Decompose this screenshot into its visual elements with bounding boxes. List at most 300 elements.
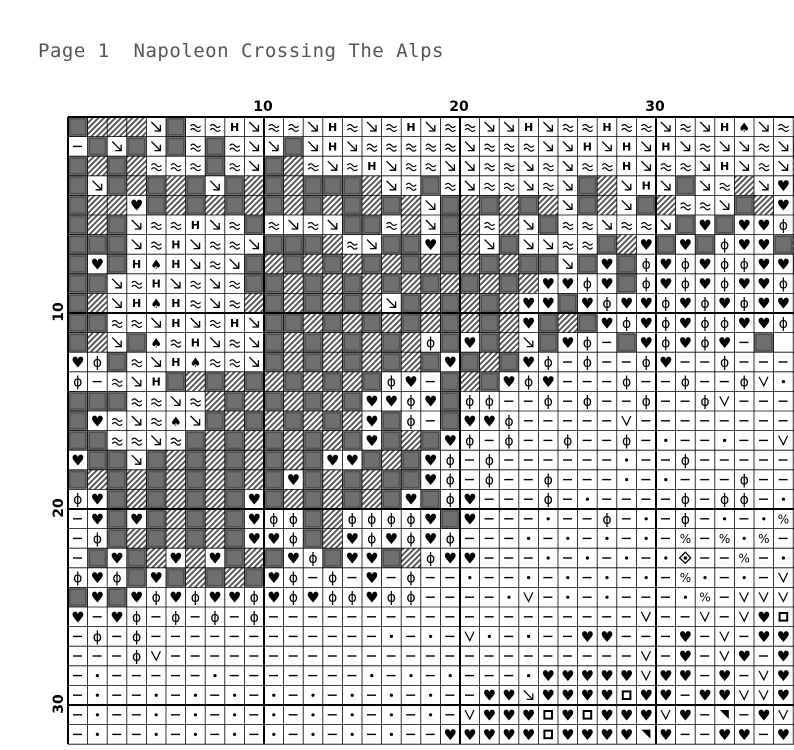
stitch-dark-gray-fill xyxy=(284,411,304,431)
svg-text:♥: ♥ xyxy=(365,569,379,588)
svg-text:ϕ: ϕ xyxy=(131,649,142,665)
stitch-south-east-arrow xyxy=(739,161,748,170)
stitch-phi xyxy=(465,433,474,449)
stitch-heart xyxy=(91,510,104,528)
stitch-dark-gray-fill xyxy=(480,372,500,392)
stitch-dark-gray-fill xyxy=(68,235,88,255)
stitch-diagonal-hatch-fill xyxy=(244,391,264,411)
svg-text:ϕ: ϕ xyxy=(171,609,181,626)
stitch-dot xyxy=(782,556,785,559)
stitch-phi xyxy=(348,590,357,606)
svg-text:H: H xyxy=(229,120,240,134)
svg-text:ϕ: ϕ xyxy=(112,570,122,587)
svg-text:♥: ♥ xyxy=(678,235,693,254)
stitch-diagonal-hatch-fill xyxy=(284,274,304,294)
stitch-diagonal-hatch-fill xyxy=(264,254,284,274)
stitch-diagonal-hatch-fill xyxy=(244,450,264,470)
svg-text:ϕ: ϕ xyxy=(288,511,299,528)
stitch-double-tilde xyxy=(759,144,769,151)
stitch-dark-gray-fill xyxy=(323,254,343,274)
stitch-heart xyxy=(561,667,574,685)
stitch-diagonal-hatch-fill xyxy=(499,215,519,235)
svg-text:♥: ♥ xyxy=(757,235,771,254)
stitch-diagonal-hatch-fill xyxy=(225,568,245,588)
stitch-double-tilde xyxy=(445,125,455,132)
svg-text:♥: ♥ xyxy=(737,216,751,235)
stitch-phi xyxy=(426,551,435,567)
stitch-diagonal-hatch-fill xyxy=(460,254,480,274)
stitch-dot xyxy=(272,694,275,697)
stitch-heart xyxy=(600,256,613,274)
stitch-percent xyxy=(758,532,769,546)
svg-text:H: H xyxy=(151,277,161,291)
svg-text:H: H xyxy=(523,120,534,134)
stitch-phi xyxy=(661,296,670,312)
svg-text:ϕ: ϕ xyxy=(719,276,730,293)
stitch-heart xyxy=(777,295,790,313)
stitch-heart xyxy=(777,667,790,685)
stitch-dark-gray-fill xyxy=(303,235,323,255)
stitch-phi xyxy=(289,590,298,606)
svg-text:♥: ♥ xyxy=(717,294,732,313)
stitch-dark-gray-fill xyxy=(88,235,108,255)
stitch-dark-gray-fill xyxy=(68,156,88,176)
svg-text:ϕ: ϕ xyxy=(641,394,651,411)
stitch-dark-gray-fill xyxy=(480,313,500,333)
stitch-south-east-arrow xyxy=(269,142,278,151)
stitch-dark-gray-fill xyxy=(440,372,460,392)
stitch-double-tilde xyxy=(543,164,553,171)
stitch-dark-gray-fill xyxy=(440,509,460,529)
stitch-dot xyxy=(703,576,706,579)
stitch-dot xyxy=(566,596,569,599)
stitch-dark-gray-fill xyxy=(107,215,127,235)
stitch-heart xyxy=(757,314,770,332)
stitch-dark-gray-fill xyxy=(303,352,323,372)
stitch-phi xyxy=(191,590,200,606)
svg-text:ϕ: ϕ xyxy=(621,374,632,391)
stitch-diagonal-hatch-fill xyxy=(323,431,343,451)
svg-text:♥: ♥ xyxy=(423,392,438,411)
stitch-phi xyxy=(642,394,651,410)
stitch-diagonal-hatch-fill xyxy=(205,470,225,490)
svg-text:ϕ: ϕ xyxy=(719,492,730,509)
stitch-v-check xyxy=(661,710,670,719)
svg-text:♥: ♥ xyxy=(561,686,575,705)
stitch-heart xyxy=(561,275,574,293)
stitch-heart xyxy=(483,412,496,430)
stitch-dark-gray-fill xyxy=(362,254,382,274)
stitch-dot xyxy=(566,576,569,579)
stitch-heart xyxy=(208,589,221,607)
stitch-diagonal-hatch-fill xyxy=(382,313,402,333)
stitch-heart xyxy=(443,354,456,372)
stitch-double-tilde xyxy=(602,164,612,171)
stitch-phi xyxy=(700,316,709,332)
stitch-dark-gray-fill xyxy=(68,587,88,607)
stitch-south-east-arrow xyxy=(700,181,709,190)
stitch-percent xyxy=(680,571,691,585)
stitch-phi xyxy=(289,571,298,587)
stitch-double-tilde xyxy=(171,438,181,445)
stitch-dark-gray-fill xyxy=(342,274,362,294)
stitch-heart xyxy=(757,275,770,293)
stitch-phi xyxy=(328,571,337,587)
stitch-heart xyxy=(208,550,221,568)
stitch-diagonal-hatch-fill xyxy=(421,293,441,313)
stitch-dot xyxy=(547,556,550,559)
stitch-south-east-arrow xyxy=(132,455,141,464)
svg-text:♥: ♥ xyxy=(71,353,85,372)
stitch-dot xyxy=(155,733,158,736)
stitch-heart xyxy=(757,216,770,234)
stitch-diagonal-hatch-fill xyxy=(88,293,108,313)
stitch-dark-gray-fill xyxy=(264,548,284,568)
stitch-dark-gray-fill xyxy=(382,431,402,451)
stitch-south-east-arrow xyxy=(720,142,729,151)
column-number-20: 20 xyxy=(449,99,469,115)
stitch-double-tilde xyxy=(230,281,240,288)
stitch-letter-h xyxy=(132,258,141,271)
stitch-dot xyxy=(390,635,393,638)
svg-text:♥: ♥ xyxy=(423,529,438,548)
stitch-heart xyxy=(581,726,594,744)
stitch-diagonal-hatch-fill xyxy=(88,156,108,176)
stitch-double-tilde xyxy=(151,419,161,426)
stitch-dark-gray-fill xyxy=(68,333,88,353)
stitch-dark-gray-fill xyxy=(244,215,264,235)
stitch-heart xyxy=(463,491,476,509)
stitch-south-east-arrow xyxy=(524,161,533,170)
stitch-dark-gray-fill xyxy=(166,568,186,588)
stitch-double-tilde xyxy=(504,164,514,171)
stitch-heart xyxy=(561,687,574,705)
svg-text:H: H xyxy=(171,297,181,311)
svg-text:♥: ♥ xyxy=(757,216,771,235)
stitch-diagonal-hatch-fill xyxy=(146,548,166,568)
stitch-triangle xyxy=(720,710,729,719)
stitch-heart xyxy=(581,295,594,313)
stitch-phi xyxy=(387,375,396,391)
stitch-letter-h xyxy=(171,356,180,369)
stitch-phi xyxy=(720,257,729,273)
stitch-dot xyxy=(762,517,765,520)
stitch-heart xyxy=(679,334,692,352)
stitch-heart xyxy=(639,687,652,705)
stitch-south-east-arrow xyxy=(779,161,788,170)
stitch-phi xyxy=(740,257,749,273)
svg-text:♥: ♥ xyxy=(580,725,595,744)
svg-text:ϕ: ϕ xyxy=(719,315,730,332)
stitch-diagonal-hatch-fill xyxy=(205,391,225,411)
svg-text:♥: ♥ xyxy=(698,275,712,294)
stitch-dark-gray-fill xyxy=(107,156,127,176)
svg-text:♥: ♥ xyxy=(404,490,418,509)
svg-text:♥: ♥ xyxy=(365,392,379,411)
stitch-diagonal-hatch-fill xyxy=(362,293,382,313)
stitch-dot xyxy=(194,733,197,736)
stitch-heart xyxy=(443,432,456,450)
stitch-dark-gray-fill xyxy=(225,450,245,470)
stitch-dark-gray-fill xyxy=(68,470,88,490)
svg-text:♥: ♥ xyxy=(443,725,457,744)
svg-text:♥: ♥ xyxy=(110,549,124,568)
stitch-dot xyxy=(96,713,99,716)
stitch-dark-gray-fill xyxy=(107,529,127,549)
stitch-dark-gray-fill xyxy=(342,333,362,353)
stitch-small-square xyxy=(544,731,552,739)
svg-text:♥: ♥ xyxy=(247,510,261,529)
stitch-south-east-arrow xyxy=(249,357,258,366)
stitch-south-east-arrow xyxy=(759,122,768,131)
svg-text:♥: ♥ xyxy=(521,706,536,725)
stitch-heart xyxy=(483,726,496,744)
stitch-heart xyxy=(659,667,672,685)
stitch-diagonal-hatch-fill xyxy=(205,529,225,549)
stitch-dark-gray-fill xyxy=(323,411,343,431)
svg-text:♥: ♥ xyxy=(678,647,693,666)
stitch-dot xyxy=(311,694,314,697)
stitch-diagonal-hatch-fill xyxy=(401,352,421,372)
stitch-dark-gray-fill xyxy=(225,509,245,529)
stitch-dark-gray-fill xyxy=(88,548,108,568)
stitch-south-east-arrow xyxy=(426,122,435,131)
stitch-dark-gray-fill xyxy=(244,568,264,588)
svg-text:♥: ♥ xyxy=(286,549,301,568)
svg-text:ϕ: ϕ xyxy=(543,472,553,489)
stitch-dark-gray-fill xyxy=(107,450,127,470)
stitch-diagonal-hatch-fill xyxy=(499,195,519,215)
stitch-diagonal-hatch-fill xyxy=(499,313,519,333)
stitch-south-east-arrow xyxy=(112,338,121,347)
stitch-south-east-arrow xyxy=(779,142,788,151)
svg-text:♥: ♥ xyxy=(306,588,320,607)
svg-text:♥: ♥ xyxy=(90,490,105,509)
stitch-dot xyxy=(213,674,216,677)
stitch-diagonal-hatch-fill xyxy=(342,313,362,333)
stitch-dark-gray-fill xyxy=(538,254,558,274)
stitch-phi xyxy=(740,473,749,489)
stitch-dot xyxy=(194,713,197,716)
stitch-diagonal-hatch-fill xyxy=(323,470,343,490)
svg-text:♠: ♠ xyxy=(150,336,163,352)
stitch-south-east-arrow xyxy=(485,240,494,249)
stitch-heart xyxy=(777,256,790,274)
stitch-heart xyxy=(659,256,672,274)
stitch-phi xyxy=(485,453,494,469)
stitch-v-check xyxy=(779,592,788,601)
stitch-dark-gray-fill xyxy=(264,313,284,333)
svg-text:♥: ♥ xyxy=(129,510,144,529)
stitch-letter-h xyxy=(152,278,161,291)
stitch-dark-gray-fill xyxy=(440,235,460,255)
stitch-south-east-arrow xyxy=(210,298,219,307)
stitch-dark-gray-fill xyxy=(342,489,362,509)
stitch-heart xyxy=(365,550,378,568)
stitch-diagonal-hatch-fill xyxy=(460,293,480,313)
stitch-dark-gray-fill xyxy=(558,293,578,313)
svg-text:H: H xyxy=(719,160,730,173)
stitch-heart xyxy=(757,608,770,626)
stitch-heart xyxy=(620,295,633,313)
svg-text:♥: ♥ xyxy=(541,294,555,313)
stitch-south-east-arrow xyxy=(563,259,572,268)
svg-text:ϕ: ϕ xyxy=(504,433,514,450)
svg-text:♥: ♥ xyxy=(502,725,516,744)
svg-text:ϕ: ϕ xyxy=(269,511,279,528)
stitch-dark-gray-fill xyxy=(107,391,127,411)
stitch-dark-gray-fill xyxy=(225,176,245,196)
stitch-double-tilde xyxy=(700,203,710,210)
stitch-v-check xyxy=(779,573,788,582)
stitch-dark-gray-fill xyxy=(205,372,225,392)
stitch-phi xyxy=(544,473,553,489)
stitch-dark-gray-fill xyxy=(440,215,460,235)
svg-text:♥: ♥ xyxy=(521,725,536,744)
stitch-dot xyxy=(586,556,589,559)
stitch-phi xyxy=(112,571,121,587)
stitch-south-east-arrow xyxy=(641,161,650,170)
stitch-spade xyxy=(190,356,202,371)
svg-text:♥: ♥ xyxy=(776,667,791,686)
stitch-diagonal-hatch-fill xyxy=(323,391,343,411)
svg-text:ϕ: ϕ xyxy=(406,590,416,607)
svg-text:H: H xyxy=(131,258,142,271)
stitch-phi xyxy=(700,394,709,410)
stitch-heart xyxy=(757,295,770,313)
svg-text:♥: ♥ xyxy=(639,686,653,705)
stitch-heart xyxy=(777,648,790,666)
svg-text:♥: ♥ xyxy=(580,686,595,705)
stitch-dark-gray-fill xyxy=(127,568,147,588)
stitch-dark-gray-fill xyxy=(107,470,127,490)
stitch-south-east-arrow xyxy=(210,220,219,229)
svg-text:♥: ♥ xyxy=(678,667,693,686)
stitch-south-east-arrow xyxy=(347,142,356,151)
stitch-south-east-arrow xyxy=(524,220,533,229)
stitch-phi xyxy=(152,590,161,606)
stitch-phi xyxy=(387,512,396,528)
stitch-south-east-arrow xyxy=(563,200,572,209)
stitch-dark-gray-fill xyxy=(68,215,88,235)
stitch-dot xyxy=(311,713,314,716)
stitch-south-east-arrow xyxy=(524,338,533,347)
stitch-dot xyxy=(390,694,393,697)
stitch-phi xyxy=(779,218,788,234)
svg-text:♥: ♥ xyxy=(600,686,614,705)
stitch-phi xyxy=(544,394,553,410)
stitch-v-check xyxy=(739,690,748,699)
stitch-double-tilde xyxy=(622,223,632,230)
stitch-dark-gray-fill xyxy=(499,352,519,372)
stitch-dark-gray-fill xyxy=(303,195,323,215)
svg-text:%: % xyxy=(738,551,750,566)
svg-text:♥: ♥ xyxy=(345,451,359,470)
stitch-double-tilde xyxy=(230,144,240,151)
stitch-heart xyxy=(679,236,692,254)
stitch-dot xyxy=(527,537,530,540)
stitch-phi xyxy=(289,512,298,528)
stitch-phi xyxy=(642,257,651,273)
svg-text:ϕ: ϕ xyxy=(700,315,710,332)
svg-text:♥: ♥ xyxy=(521,314,536,333)
svg-text:ϕ: ϕ xyxy=(739,472,749,489)
svg-text:ϕ: ϕ xyxy=(680,453,691,469)
stitch-dot xyxy=(723,517,726,520)
stitch-heart xyxy=(424,471,437,489)
svg-text:♥: ♥ xyxy=(600,725,614,744)
svg-text:♥: ♥ xyxy=(169,588,183,607)
stitch-diagonal-hatch-fill xyxy=(421,254,441,274)
stitch-phi xyxy=(171,610,180,626)
stitch-dark-gray-fill xyxy=(303,529,323,549)
svg-text:♥: ♥ xyxy=(737,647,751,666)
svg-text:ϕ: ϕ xyxy=(210,609,220,626)
stitch-letter-h xyxy=(602,121,611,134)
stitch-heart xyxy=(110,550,123,568)
stitch-heart xyxy=(679,628,692,646)
stitch-dark-gray-fill xyxy=(68,431,88,451)
stitch-letter-h xyxy=(230,317,239,330)
stitch-heart xyxy=(600,314,613,332)
stitch-heart xyxy=(424,510,437,528)
stitch-dark-gray-fill xyxy=(186,450,206,470)
svg-text:♥: ♥ xyxy=(463,333,477,352)
svg-text:%: % xyxy=(758,531,770,546)
svg-text:♥: ♥ xyxy=(286,471,301,490)
stitch-double-tilde xyxy=(641,223,651,230)
svg-text:ϕ: ϕ xyxy=(327,590,338,607)
stitch-heart xyxy=(502,726,515,744)
stitch-phi xyxy=(720,237,729,253)
stitch-diagonal-hatch-fill xyxy=(480,274,500,294)
stitch-v-check xyxy=(759,690,768,699)
svg-text:ϕ: ϕ xyxy=(445,453,455,469)
stitch-dark-gray-fill xyxy=(107,176,127,196)
stitch-heart xyxy=(463,550,476,568)
stitch-diagonal-hatch-fill xyxy=(166,509,186,529)
stitch-phi xyxy=(485,394,494,410)
stitch-dot xyxy=(625,478,628,481)
svg-text:ϕ: ϕ xyxy=(621,433,632,450)
stitch-heart xyxy=(698,216,711,234)
stitch-heart xyxy=(345,550,358,568)
svg-text:♥: ♥ xyxy=(227,588,242,607)
stitch-double-tilde xyxy=(308,164,318,171)
stitch-dark-gray-fill xyxy=(480,195,500,215)
svg-text:ϕ: ϕ xyxy=(465,433,475,450)
stitch-south-east-arrow xyxy=(132,240,141,249)
stitch-heart xyxy=(365,589,378,607)
stitch-phi xyxy=(720,277,729,293)
stitch-south-east-arrow xyxy=(151,142,160,151)
svg-text:H: H xyxy=(621,140,632,154)
svg-text:♥: ♥ xyxy=(600,255,614,274)
stitch-heart xyxy=(718,295,731,313)
stitch-dot xyxy=(488,635,491,638)
svg-text:H: H xyxy=(661,140,671,154)
stitch-letter-h xyxy=(152,376,161,389)
svg-text:♥: ♥ xyxy=(90,569,105,588)
stitch-diagonal-hatch-fill xyxy=(754,195,774,215)
svg-text:♥: ♥ xyxy=(541,686,555,705)
svg-text:ϕ: ϕ xyxy=(73,374,83,391)
svg-text:H: H xyxy=(641,179,651,193)
svg-text:♥: ♥ xyxy=(600,627,614,646)
stitch-diagonal-hatch-fill xyxy=(284,176,304,196)
svg-text:♥: ♥ xyxy=(482,706,497,725)
stitch-dark-gray-fill xyxy=(186,470,206,490)
